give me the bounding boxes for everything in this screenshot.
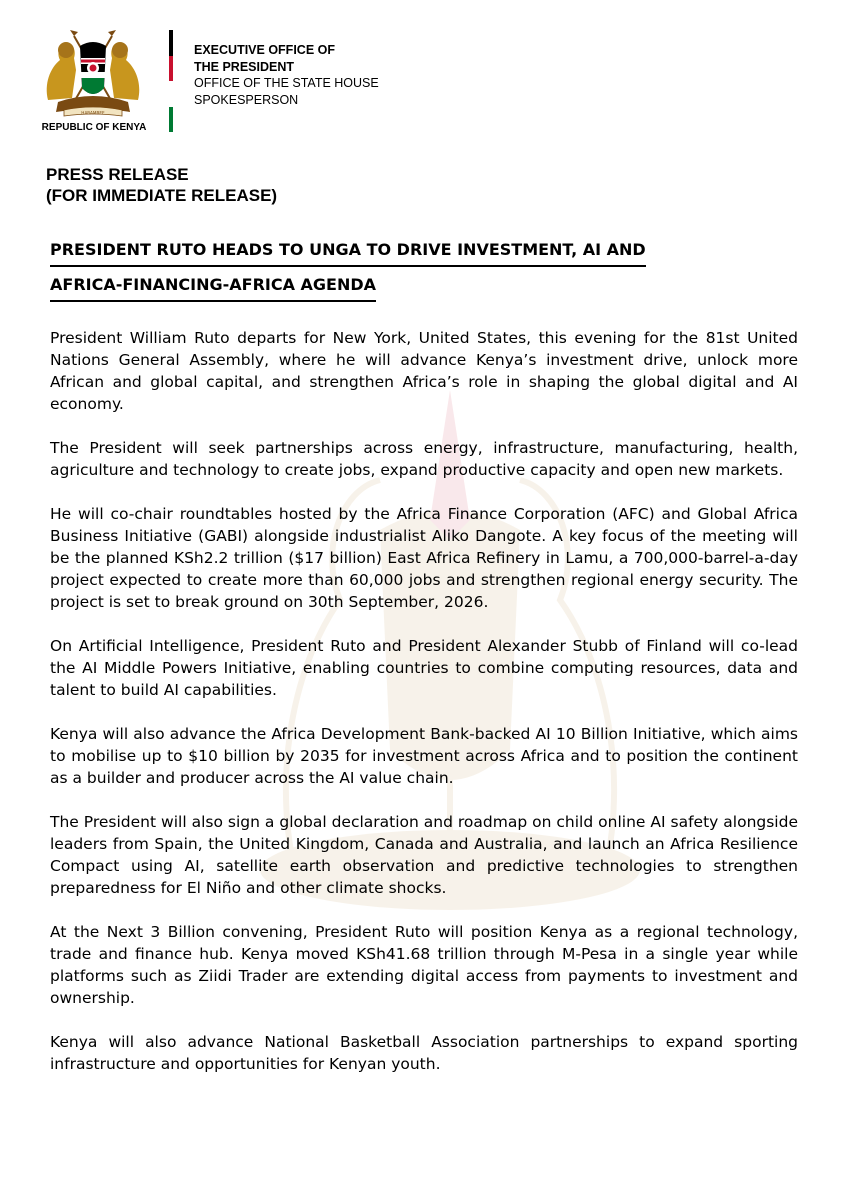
release-label [46, 164, 277, 206]
kenya-flag-stripe [169, 30, 173, 132]
press-release-heading: PRESS RELEASE [46, 165, 189, 184]
office-line-3: OFFICE OF THE STATE HOUSE [194, 76, 379, 90]
letterhead [38, 28, 458, 138]
flag-stripe-green [169, 107, 173, 133]
paragraph: The President will also sign a global declaration and roadmap on child online AI safety alongside leaders from Spain, the United Kingdom, Canada and Australia, and launch an Africa Resilience Compact using AI, satellite earth observation and predictive technologies to strengthen preparedness for El Niño and other climate shocks. [50, 813, 798, 897]
paragraph: He will co-chair roundtables hosted by the Africa Finance Corporation (AFC) and Global Africa Business Initiative (GABI) alongside industrialist Aliko Dangote. A key focus of the meeting will be the planned KSh2.2 trillion ($17 billion) East Africa Refinery in Lamu, a 700,000-barrel-a-day project expected to create more than 60,000 jobs and strengthen regional energy security. The project is set to break ground on 30th September, 2026. [50, 505, 798, 611]
headline-underline-1 [50, 265, 646, 267]
motto-scroll: HARAMBEE [81, 110, 105, 116]
flag-stripe-black [169, 30, 173, 56]
paragraph: On Artificial Intelligence, President Ruto and President Alexander Stubb of Finland will co-lead the AI Middle Powers Initiative, enabling countries to combine computing resources, data and talent to build AI capabilities. [50, 637, 798, 699]
office-line-4: SPOKESPERSON [194, 92, 299, 107]
kenya-coat-of-arms-logo [38, 28, 148, 120]
paragraph: The President will seek partnerships across energy, infrastructure, manufacturing, health, agriculture and technology to create jobs, expand productive capacity and open new markets. [50, 439, 798, 479]
paragraph: President William Ruto departs for New York, United States, this evening for the 81st United Nations General Assembly, where he will advance Kenya’s investment drive, unlock more African and global capital, and strengthen Africa’s role in shaping the global digital and AI economy. [50, 329, 798, 413]
headline-underline-2 [50, 300, 376, 302]
paragraph: At the Next 3 Billion convening, President Ruto will position Kenya as a regional technology, trade and finance hub. Kenya moved KSh41.68 trillion through M-Pesa in a single year while platforms such as Ziidi Trader are extending digital access from payments to investment and ownership. [50, 923, 798, 1007]
headline-line-2-text: AFRICA-FINANCING-AFRICA AGENDA [50, 275, 377, 294]
paragraph: Kenya will also advance the Africa Development Bank-backed AI 10 Billion Initiative, which aims to mobilise up to $10 billion by 2035 for investment across Africa and to position the continent as a builder and producer across the AI value chain. [50, 725, 798, 787]
flag-stripe-white [169, 81, 173, 107]
flag-stripe-red [169, 56, 173, 82]
immediate-release-note: (FOR IMMEDIATE RELEASE) [46, 186, 278, 205]
release-body [50, 327, 798, 1097]
office-line-2: THE PRESIDENT [194, 59, 295, 74]
republic-of-kenya-caption: REPUBLIC OF KENYA [41, 122, 147, 133]
headline-line-2 [50, 275, 376, 294]
office-block [194, 42, 379, 108]
headline-line-1-text: PRESIDENT RUTO HEADS TO UNGA TO DRIVE INVESTMENT, AI AND [50, 240, 646, 259]
paragraph: Kenya will also advance National Basketball Association partnerships to expand sporting infrastructure and opportunities for Kenyan youth. [50, 1033, 798, 1073]
office-line-1: EXECUTIVE OFFICE OF [194, 43, 335, 57]
headline-line-1 [50, 240, 646, 259]
